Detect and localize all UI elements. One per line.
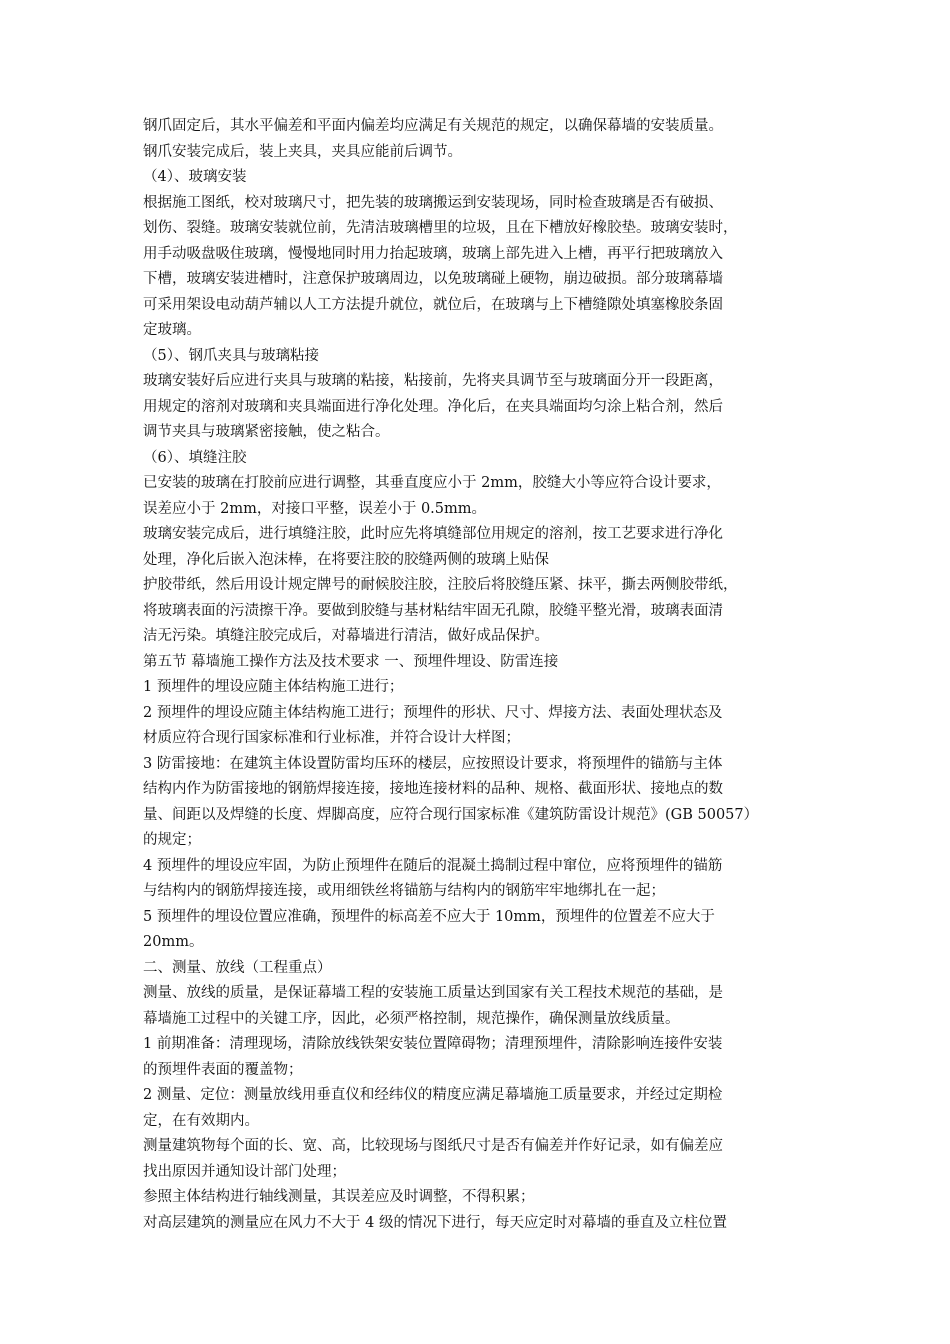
text-line: 用手动吸盘吸住玻璃，慢慢地同时用力抬起玻璃，玻璃上部先进入上槽，再平行把玻璃放入 <box>143 245 723 262</box>
text-line: 护胶带纸，然后用设计规定牌号的耐候胶注胶，注胶后将胶缝压紧、抹平，撕去两侧胶带纸， <box>143 577 738 593</box>
text-line: 4 预埋件的埋设应牢固，为防止预埋件在随后的混凝土捣制过程中窜位，应将预埋件的锚筋 <box>143 857 723 874</box>
text-line: 玻璃安装好后应进行夹具与玻璃的粘接，粘接前，先将夹具调节至与玻璃面分开一段距离， <box>143 373 723 389</box>
text-line: 玻璃安装完成后，进行填缝注胶，此时应先将填缝部位用规定的溶剂，按工艺要求进行净化 <box>143 526 723 542</box>
text-line: 2 测量、定位：测量放线用垂直仪和经纬仪的精度应满足幕墙施工质量要求，并经过定期检 <box>143 1087 723 1103</box>
text-line: 调节夹具与玻璃紧密接触，使之粘合。 <box>143 424 390 440</box>
text-line: 划伤、裂缝。玻璃安装就位前，先清洁玻璃槽里的垃圾，且在下槽放好橡胶垫。玻璃安装时， <box>143 220 738 236</box>
text-line: 根据施工图纸，校对玻璃尺寸，把先装的玻璃搬运到安装现场，同时检查玻璃是否有破损、 <box>143 194 723 211</box>
text-line: 与结构内的钢筋焊接连接，或用细铁丝将锚筋与结构内的钢筋牢牢地绑扎在一起； <box>143 883 665 899</box>
text-line: 定，在有效期内。 <box>143 1112 259 1129</box>
text-line: 下槽，玻璃安装进槽时，注意保护玻璃周边，以免玻璃碰上硬物，崩边破损。部分玻璃幕墙 <box>143 271 723 287</box>
text-line: （6）、填缝注胶 <box>143 449 247 466</box>
text-line: 误差应小于 2mm，对接口平整，误差小于 0.5mm。 <box>143 500 486 517</box>
text-line: 20mm。 <box>143 934 204 950</box>
text-line: 参照主体结构进行轴线测量，其误差应及时调整，不得积累； <box>143 1189 535 1205</box>
text-line: 定玻璃。 <box>143 322 201 338</box>
text-line: 洁无污染。填缝注胶完成后，对幕墙进行清洁，做好成品保护。 <box>143 628 549 644</box>
text-line: 量、间距以及焊缝的长度、焊脚高度，应符合现行国家标准《建筑防雷设计规范》(GB 50057） <box>143 806 759 823</box>
text-line: 2 预埋件的埋设应随主体结构施工进行；预埋件的形状、尺寸、焊接方法、表面处理状态及 <box>143 704 723 721</box>
text-line: 第五节 幕墙施工操作方法及技术要求 一、预埋件埋设、防雷连接 <box>143 653 559 670</box>
text-line: 1 前期准备：清理现场，清除放线铁架安装位置障碍物；清理预埋件，清除影响连接件安装 <box>143 1036 723 1052</box>
text-line: 对高层建筑的测量应在风力不大于 4 级的情况下进行，每天应定时对幕墙的垂直及立柱位置 <box>143 1214 727 1231</box>
text-line: 3 防雷接地：在建筑主体设置防雷均压环的楼层，应按照设计要求，将预埋件的锚筋与主体 <box>143 755 723 772</box>
text-line: 测量建筑物每个面的长、宽、高，比较现场与图纸尺寸是否有偏差并作好记录，如有偏差应 <box>143 1138 723 1154</box>
text-line: 找出原因并通知设计部门处理； <box>143 1163 346 1180</box>
text-line: 将玻璃表面的污渍擦干净。要做到胶缝与基材粘结牢固无孔隙，胶缝平整光滑，玻璃表面清 <box>143 602 723 619</box>
text-line: 材质应符合现行国家标准和行业标准，并符合设计大样图； <box>143 730 520 746</box>
text-line: 1 预埋件的埋设应随主体结构施工进行； <box>143 679 404 695</box>
text-line: 用规定的溶剂对玻璃和夹具端面进行净化处理。净化后，在夹具端面均匀涂上粘合剂，然后 <box>143 398 723 415</box>
text-line: （5）、钢爪夹具与玻璃粘接 <box>143 347 319 364</box>
text-line: 二、测量、放线（工程重点） <box>143 959 332 976</box>
text-line: 幕墙施工过程中的关键工序，因此，必须严格控制，规范操作，确保测量放线质量。 <box>143 1010 680 1027</box>
text-line: 结构内作为防雷接地的钢筋焊接连接，接地连接材料的品种、规格、截面形状、接地点的数 <box>143 781 723 797</box>
text-line: 的预埋件表面的覆盖物； <box>143 1061 303 1078</box>
text-line: （4）、玻璃安装 <box>143 169 247 185</box>
text-line: 钢爪固定后，其水平偏差和平面内偏差均应满足有关规范的规定，以确保幕墙的安装质量。 <box>143 118 723 134</box>
document-body <box>143 114 808 1236</box>
text-line: 的规定； <box>143 832 201 848</box>
text-line: 可采用架设电动葫芦辅以人工方法提升就位，就位后，在玻璃与上下槽缝隙处填塞橡胶条固 <box>143 296 723 313</box>
text-line: 测量、放线的质量，是保证幕墙工程的安装施工质量达到国家有关工程技术规范的基础，是 <box>143 985 723 1001</box>
text-line: 已安装的玻璃在打胶前应进行调整，其垂直度应小于 2mm，胶缝大小等应符合设计要求， <box>143 475 721 491</box>
text-line: 处理，净化后嵌入泡沫棒，在将要注胶的胶缝两侧的玻璃上贴保 <box>143 551 549 568</box>
text-line: 5 预埋件的埋设位置应准确，预埋件的标高差不应大于 10mm，预埋件的位置差不应大于 <box>143 908 715 925</box>
text-line: 钢爪安装完成后，装上夹具，夹具应能前后调节。 <box>143 143 462 160</box>
